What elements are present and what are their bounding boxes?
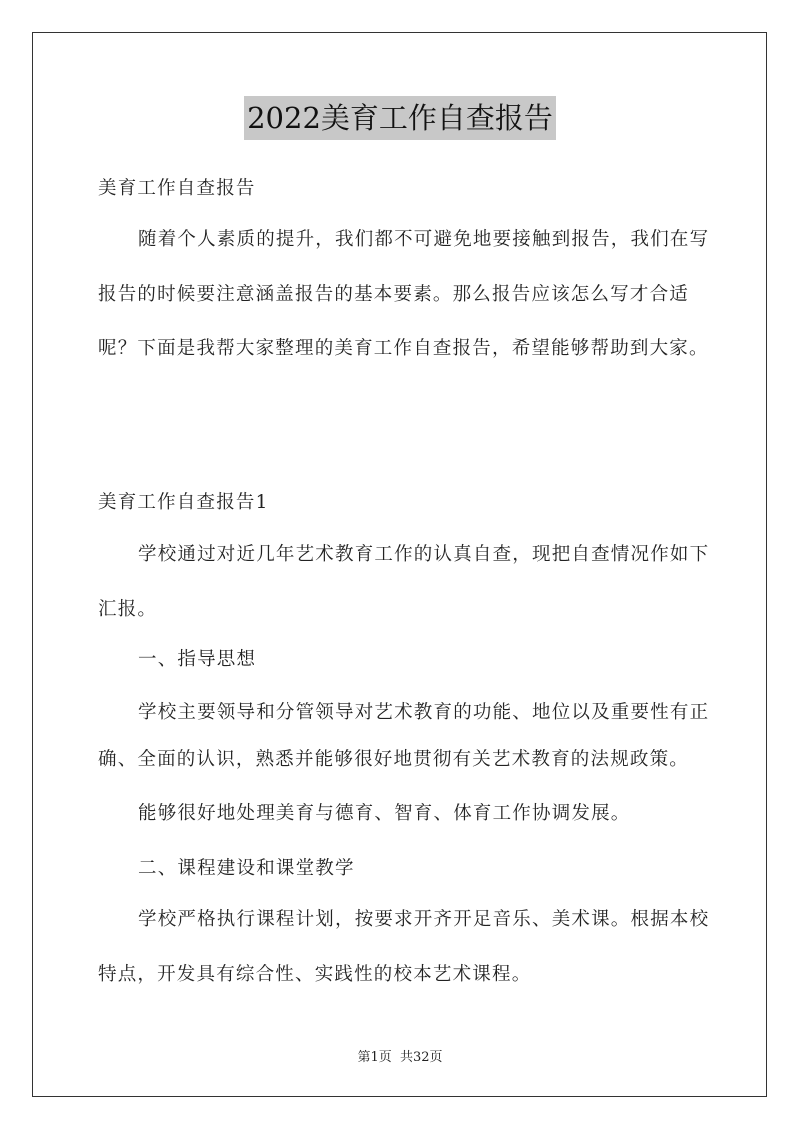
body-paragraph-2: 学校主要领导和分管领导对艺术教育的功能、地位以及重要性有正确、全面的认识，熟悉并能够很好地贯彻有关艺术教育的法规政策。 bbox=[98, 702, 710, 770]
page-number: 第1页 bbox=[357, 1050, 392, 1065]
body-paragraph-1: 学校通过对近几年艺术教育工作的认真自查，现把自查情况作如下汇报。 bbox=[98, 544, 710, 620]
body-paragraph-3: 能够很好地处理美育与德育、智育、体育工作协调发展。 bbox=[138, 803, 631, 824]
body-paragraph-4: 学校严格执行课程计划，按要求开齐开足音乐、美术课。根据本校特点，开发具有综合性、实践性的校本艺术课程。 bbox=[98, 909, 710, 985]
document-subtitle: 美育工作自查报告 bbox=[98, 178, 256, 199]
section-heading: 美育工作自查报告1 bbox=[98, 492, 269, 513]
document-title: 2022美育工作自查报告 bbox=[244, 96, 556, 140]
subheading-curriculum: 二、课程建设和课堂教学 bbox=[138, 858, 355, 879]
page-footer bbox=[0, 1046, 800, 1065]
title-container bbox=[0, 96, 800, 140]
intro-paragraph: 随着个人素质的提升，我们都不可避免地要接触到报告，我们在写报告的时候要注意涵盖报告的基本要素。那么报告应该怎么写才合适呢？下面是我帮大家整理的美育工作自查报告，希望能够帮助到大家。 bbox=[98, 229, 710, 359]
subheading-guiding-ideology: 一、指导思想 bbox=[138, 649, 257, 670]
total-pages: 共32页 bbox=[399, 1050, 443, 1065]
